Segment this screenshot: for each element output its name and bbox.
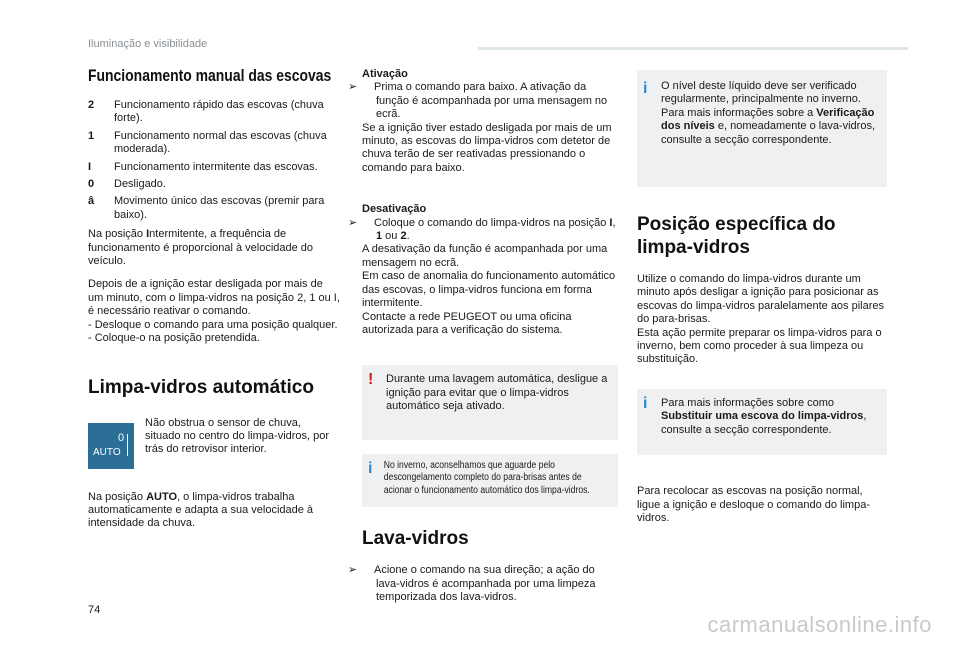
- position-key: â: [88, 195, 95, 208]
- position-item: [88, 99, 340, 126]
- sensor-block: [88, 417, 340, 485]
- position-key: 2: [88, 99, 95, 111]
- info-icon: i: [368, 459, 373, 477]
- page-number: 74: [88, 604, 101, 616]
- position-text: Funcionamento normal das escovas (chuva moderada).: [114, 129, 327, 156]
- position-key: 0: [88, 178, 95, 191]
- column-left: [88, 66, 340, 531]
- auto-title: Limpa-vidros automático: [88, 376, 314, 398]
- specific-text: Utilize o comando do limpa-vidros durante um minuto após desligar a ignição para posicionar as escovas do limpa-vidros paralelamente aos pilares do para-brisas.: [637, 273, 885, 326]
- activation-note: Se a ignição tiver estado desligada por mais de um minuto, as escovas do limpa-vidros com detetor de chuva terão de ser reativadas pressionando o comando para baixo.: [362, 121, 612, 174]
- deactivation-bullet: ➢ Coloque o comando do limpa-vidros na posição I, 1 ou 2.: [348, 216, 616, 243]
- deactivation-title: Desativação: [362, 203, 427, 216]
- header-divider: [478, 47, 908, 50]
- warning-box: [362, 365, 618, 439]
- washer-bullet: ➢ Acione o comando na sua direção; a ação do lava-vidros é acompanhada por uma limpeza temporizada dos lava-vidros.: [348, 564, 596, 604]
- activation-bullet: ➢ Prima o comando para baixo. A ativação da função é acompanhada por uma mensagem no ecrã.: [348, 81, 608, 121]
- section-title: Iluminação e visibilidade: [88, 38, 208, 50]
- info-box-fluid: [637, 70, 887, 187]
- position-item: [88, 195, 340, 222]
- warning-icon: !: [368, 371, 374, 389]
- arrow-bullet-icon: ➢: [348, 216, 358, 229]
- position-key: I: [88, 160, 92, 173]
- info-icon: i: [643, 80, 648, 97]
- arrow-bullet-icon: ➢: [348, 564, 358, 577]
- info-box-winter: [362, 454, 618, 508]
- auto-wiper-icon: 0 AUTO: [88, 423, 134, 469]
- winter-text: No inverno, aconselhamos que aguarde pelo descongelamento completo do para-brisas antes de acionar o funcionamento automático dos limpa-vidros.: [383, 459, 590, 496]
- position-key: 1: [88, 129, 95, 142]
- anomaly-note: Em caso de anomalia do funcionamento automático das escovas, o limpa-vidros funciona em forma intermitente.: [362, 270, 616, 310]
- position-text: Desligado.: [114, 178, 166, 191]
- manual-title: Funcionamento manual das escovas: [88, 66, 332, 85]
- column-right: [637, 80, 887, 525]
- warning-text: Durante uma lavagem automática, desligue a ignição para evitar que o limpa-vidros automático seja ativado.: [386, 373, 608, 413]
- info-icon: i: [643, 394, 648, 412]
- position-item: [88, 161, 340, 174]
- position-item: [88, 130, 340, 157]
- position-text: Funcionamento rápido das escovas (chuva forte).: [114, 99, 324, 125]
- replace-text: Para mais informações sobre como Substituir uma escova do limpa-vidros, consulte a secção correspondente.: [661, 396, 867, 436]
- step-item: - Coloque-o na posição pretendida.: [88, 332, 260, 345]
- sensor-note: Não obstrua o sensor de chuva, situado no centro do limpa-vidros, por trás do retrovisor interior.: [145, 416, 330, 456]
- arrow-bullet-icon: ➢: [348, 81, 358, 94]
- specific-title: Posição específica do limpa-vidros: [637, 214, 836, 259]
- watermark: carmanualsonline.info: [707, 612, 932, 637]
- contact-note: Contacte a rede PEUGEOT ou uma oficina autorizada para a verificação do sistema.: [362, 310, 572, 336]
- deactivation-note: A desativação da função é acompanhada por uma mensagem no ecrã.: [362, 243, 608, 269]
- restore-note: Para recolocar as escovas na posição normal, ligue a ignição e desloque o comando do limpa-vidros.: [637, 485, 870, 524]
- step-item: - Desloque o comando para uma posição qualquer.: [88, 318, 338, 331]
- position-text: Movimento único das escovas (premir para baixo).: [114, 195, 325, 221]
- activation-title: Ativação: [362, 68, 408, 80]
- fluid-text: O nível deste líquido deve ser verificado regularmente, principalmente no inverno. Para mais informações sobre a Verificação dos níveis e, nomeadamente o lava-vidros, consulte a secção correspondente.: [661, 80, 875, 146]
- position-text: Funcionamento intermitente das escovas.: [114, 160, 318, 173]
- info-box-replace: [637, 389, 887, 455]
- position-item: [88, 178, 340, 191]
- auto-note: Na posição AUTO, o limpa-vidros trabalha automaticamente e adapta a sua velocidade à intensidade da chuva.: [88, 490, 314, 530]
- column-middle: [348, 68, 618, 605]
- intermittent-note: Na posição Intermitente, a frequência de funcionamento é proporcional à velocidade do veículo.: [88, 228, 314, 268]
- specific-text: Esta ação permite preparar os limpa-vidros para o inverno, bem como proceder à sua limpeza ou substituição.: [637, 326, 882, 366]
- ignition-note: Depois de a ignição estar desligada por mais de um minuto, com o limpa-vidros na posição 2, 1 ou I, é necessário reativar o comando.: [88, 278, 340, 318]
- washer-title: Lava-vidros: [362, 528, 469, 550]
